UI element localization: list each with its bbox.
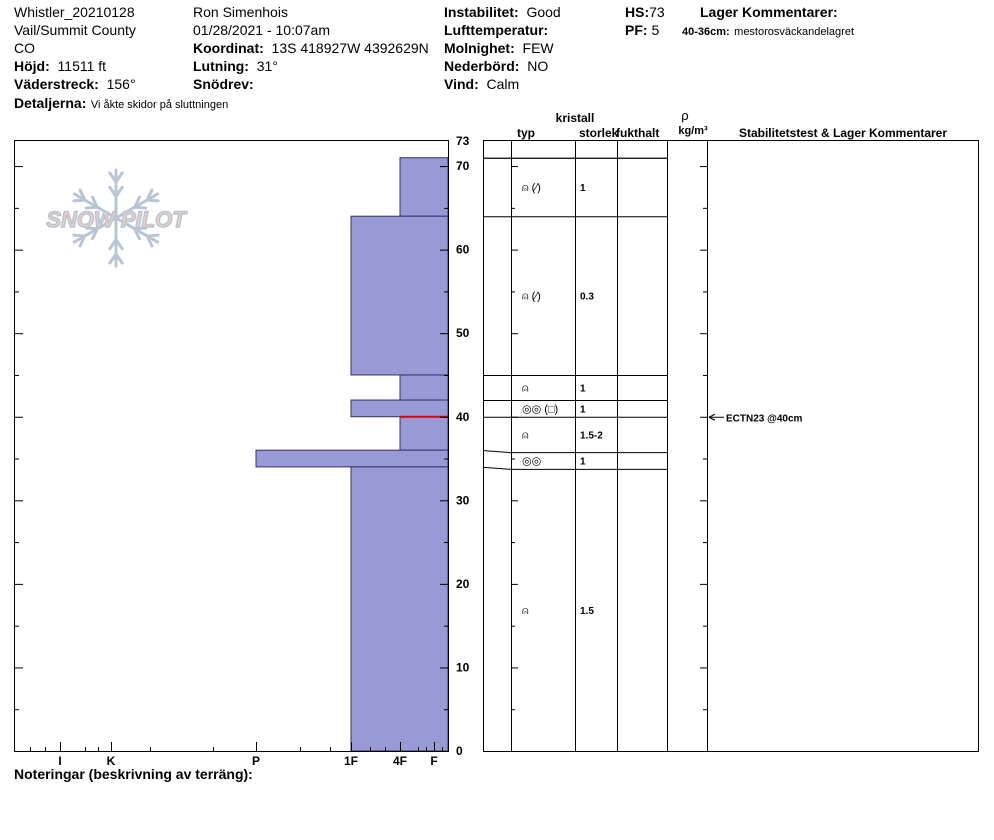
- header-stability: Stabilitetstest & Lager Kommentarer: [738, 126, 948, 140]
- hs-value: 73: [649, 4, 665, 20]
- header-size: storlek: [579, 126, 619, 140]
- layer-1-type: ⍝ (⁄): [522, 181, 541, 194]
- hardness-label-K: K: [106, 754, 116, 768]
- header-rho: ρ: [681, 108, 689, 123]
- stability-tests: [709, 413, 803, 424]
- snowpilot-logo: [46, 170, 187, 266]
- height-axis-labels: [456, 134, 470, 758]
- header-density-unit: kg/m³: [678, 125, 708, 137]
- sky-label: Molnighet:: [444, 40, 515, 56]
- table-connector-36: [484, 451, 511, 453]
- hardness-bar-3: [400, 375, 448, 400]
- height-label-60: 60: [456, 242, 470, 257]
- layer-6-size: 1: [580, 456, 586, 468]
- height-label-40: 40: [456, 409, 470, 424]
- pit-name: Whistler_20210128: [14, 4, 135, 20]
- terrain-notes-label: Noteringar (beskrivning av terräng):: [14, 766, 253, 782]
- layer-table: [484, 140, 979, 752]
- aspect-value: 156°: [106, 76, 136, 92]
- precip-value: NO: [527, 58, 549, 74]
- layer-7-type: ⍝: [522, 604, 529, 617]
- header-type: typ: [517, 126, 535, 140]
- hardness-label-1F: 1F: [343, 754, 359, 768]
- height-label-10: 10: [456, 660, 470, 675]
- precip-label: Nederbörd:: [444, 58, 520, 74]
- layer-2-size: 0.3: [580, 291, 594, 303]
- slope-label: Lutning:: [193, 58, 249, 74]
- hardness-bars: [256, 158, 448, 751]
- layer-5-type: ⍝: [522, 429, 529, 442]
- height-label-hs: 73: [456, 134, 470, 148]
- hardness-bar-2: [351, 216, 448, 375]
- layer-3-type: ⍝: [522, 382, 529, 395]
- hardness-label-4F: 4F: [392, 754, 408, 768]
- layer-comments-title: Lager Kommentarer:: [700, 4, 838, 20]
- elevation-label: Höjd:: [14, 58, 50, 74]
- hardness-bar-4: [351, 400, 448, 417]
- layer-table-frame: [484, 141, 979, 752]
- table-connector-34: [484, 467, 511, 469]
- layer-7-size: 1.5: [580, 605, 594, 617]
- sky-value: FEW: [522, 40, 554, 56]
- layer-5-size: 1.5-2: [580, 430, 603, 442]
- layer-comment-range: 40-36cm:: [682, 26, 730, 38]
- details-value: Vi åkte skidor på sluttningen: [90, 99, 229, 111]
- height-label-70: 70: [456, 159, 470, 174]
- wind-value: Calm: [486, 76, 520, 92]
- layer-comment-text: mestorosväckandelagret: [734, 26, 854, 38]
- elevation-value: 11511 ft: [57, 58, 107, 74]
- date-time: 01/28/2021 - 10:07am: [193, 22, 330, 38]
- hardness-label-F: F: [430, 754, 438, 768]
- state: CO: [14, 40, 35, 56]
- hardness-bar-5: [400, 417, 448, 450]
- wind-label: Vind:: [444, 76, 479, 92]
- instability-label: Instabilitet:: [444, 4, 519, 20]
- header-moisture: fukthalt: [616, 126, 660, 140]
- height-label-0: 0: [456, 744, 463, 758]
- observer: Ron Simenhois: [193, 4, 288, 20]
- hardness-label-P: P: [251, 754, 261, 768]
- layer-4-size: 1: [580, 404, 586, 416]
- layer-2-type: ⍝ (⁄): [522, 290, 541, 303]
- layer-6-type: ◎◎: [522, 455, 542, 468]
- coordinate-value: 13S 418927W 4392629N: [271, 40, 429, 56]
- layer-4-type: ◎◎ (□): [522, 403, 559, 416]
- hs-label: HS:: [625, 4, 650, 20]
- layer-1-size: 1: [580, 182, 586, 194]
- height-label-30: 30: [456, 493, 470, 508]
- airtemp-label: Lufttemperatur:: [444, 22, 549, 38]
- logo-text: SNOW PILOT: [46, 207, 186, 232]
- stability-test-label-0: ECTN23 @40cm: [726, 413, 803, 425]
- location: Vail/Summit County: [14, 22, 136, 38]
- details-label: Detaljerna:: [14, 95, 87, 111]
- hardness-label-I: I: [58, 754, 62, 768]
- coordinate-label: Koordinat:: [193, 40, 264, 56]
- pf-label: PF:: [625, 22, 648, 38]
- hardness-bar-7: [351, 467, 448, 751]
- instability-value: Good: [526, 4, 561, 20]
- hardness-bar-6: [256, 450, 448, 467]
- drift-label: Snödrev:: [193, 76, 254, 92]
- aspect-label: Väderstreck:: [14, 76, 99, 92]
- header-crystal: kristall: [555, 111, 595, 125]
- height-label-20: 20: [456, 576, 470, 591]
- pf-value: 5: [651, 22, 660, 38]
- layer-3-size: 1: [580, 383, 586, 395]
- height-label-50: 50: [456, 326, 470, 341]
- slope-value: 31°: [256, 58, 278, 74]
